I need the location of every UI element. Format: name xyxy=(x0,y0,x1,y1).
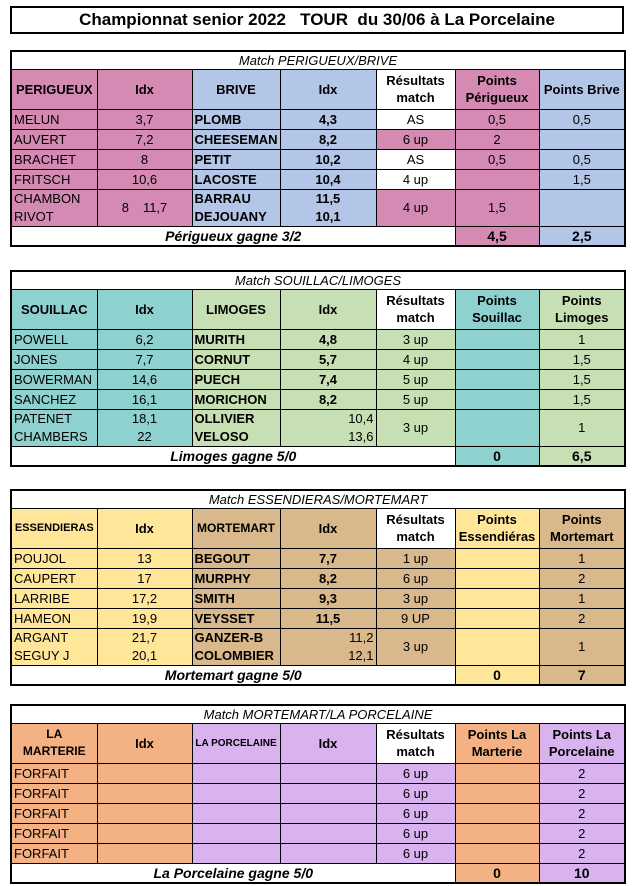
index-b: 8,2 xyxy=(280,568,376,588)
table-row xyxy=(11,783,625,803)
match-result: 9 UP xyxy=(376,608,455,628)
match-result: 3 up xyxy=(376,588,455,608)
points-a xyxy=(455,843,539,863)
match-result: 4 up xyxy=(376,349,455,369)
match-caption: Match ESSENDIERAS/MORTEMART xyxy=(11,490,625,508)
points-a xyxy=(455,763,539,783)
player-b xyxy=(192,783,280,803)
players-a xyxy=(11,189,97,226)
index-b: 5,7 xyxy=(280,349,376,369)
header-team-b: LIMOGES xyxy=(192,289,280,329)
player-b xyxy=(192,803,280,823)
player-a: FORFAIT xyxy=(11,763,97,783)
points-a xyxy=(455,803,539,823)
player-b: MURPHY xyxy=(192,568,280,588)
index-b-pair-line-2: 12,1 xyxy=(348,647,374,663)
index-a-pair-line-2: 20,1 xyxy=(131,647,158,663)
players-a-line-1: ARGANT xyxy=(14,629,69,645)
table-row xyxy=(11,548,625,568)
match-result: 6 up xyxy=(376,843,455,863)
points-a: 0,5 xyxy=(455,109,539,129)
player-b: LACOSTE xyxy=(192,169,280,189)
header-points-b: Points Limoges xyxy=(539,289,625,329)
index-a: 10,6 xyxy=(97,169,192,189)
index-b: 7,7 xyxy=(280,548,376,568)
header-team-b: LA PORCELAINE xyxy=(192,723,280,763)
index-b: 11,5 xyxy=(280,608,376,628)
match-result: 3 up xyxy=(376,409,455,446)
index-b xyxy=(280,843,376,863)
index-a-pair-line-2: 22 xyxy=(137,428,152,444)
points-b: 1 xyxy=(539,628,625,665)
player-a: FORFAIT xyxy=(11,823,97,843)
players-a xyxy=(11,628,97,665)
points-b: 0,5 xyxy=(539,149,625,169)
points-b: 2 xyxy=(539,823,625,843)
players-b-line-1: GANZER-B xyxy=(194,629,264,645)
match-table xyxy=(10,50,626,247)
index-b: 7,4 xyxy=(280,369,376,389)
index-b xyxy=(280,763,376,783)
header-result: Résultats match xyxy=(376,69,455,109)
table-row xyxy=(11,329,625,349)
points-b: 1 xyxy=(539,588,625,608)
match-caption: Match MORTEMART/LA PORCELAINE xyxy=(11,705,625,723)
match-result: 5 up xyxy=(376,369,455,389)
player-b: VEYSSET xyxy=(192,608,280,628)
players-b-line-2: COLOMBIER xyxy=(194,647,274,663)
match-result: 6 up xyxy=(376,783,455,803)
index-a-pair xyxy=(97,628,192,665)
points-b: 2 xyxy=(539,763,625,783)
points-a xyxy=(455,568,539,588)
page-title: Championnat senior 2022 TOUR du 30/06 à La Porcelaine xyxy=(10,6,624,34)
player-a: POWELL xyxy=(11,329,97,349)
points-b: 2 xyxy=(539,783,625,803)
points-a xyxy=(455,548,539,568)
points-b: 2 xyxy=(539,608,625,628)
players-b-line-2: DEJOUANY xyxy=(194,208,267,224)
header-idx-a: Idx xyxy=(97,723,192,763)
player-a: MELUN xyxy=(11,109,97,129)
table-row xyxy=(11,588,625,608)
points-a xyxy=(455,588,539,608)
points-b: 1,5 xyxy=(539,369,625,389)
index-a xyxy=(97,823,192,843)
index-a: 6,2 xyxy=(97,329,192,349)
index-a xyxy=(97,783,192,803)
table-row xyxy=(11,389,625,409)
match-result: AS xyxy=(376,149,455,169)
points-b: 2 xyxy=(539,843,625,863)
points-a: 1,5 xyxy=(455,189,539,226)
total-points-b: 10 xyxy=(539,863,625,883)
header-points-b: Points Mortemart xyxy=(539,508,625,548)
players-b xyxy=(192,409,280,446)
index-b-pair xyxy=(280,189,376,226)
match-result: 6 up xyxy=(376,823,455,843)
match-result: 6 up xyxy=(376,803,455,823)
table-row-double xyxy=(11,409,625,446)
header-points-b: Points Brive xyxy=(539,69,625,109)
points-a: 0,5 xyxy=(455,149,539,169)
points-b: 1 xyxy=(539,409,625,446)
table-row xyxy=(11,169,625,189)
player-a: BRACHET xyxy=(11,149,97,169)
points-a xyxy=(455,349,539,369)
points-a xyxy=(455,783,539,803)
match-result: 6 up xyxy=(376,763,455,783)
player-a: HAMEON xyxy=(11,608,97,628)
table-row-double xyxy=(11,189,625,226)
index-b-pair-line-2: 10,1 xyxy=(315,208,341,224)
player-a: FORFAIT xyxy=(11,783,97,803)
header-team-a: ESSENDIERAS xyxy=(11,508,97,548)
header-points-a: Points Périgueux xyxy=(455,69,539,109)
index-a-pair xyxy=(97,189,192,226)
header-points-a: Points La Marterie xyxy=(455,723,539,763)
player-a: CAUPERT xyxy=(11,568,97,588)
table-row-double xyxy=(11,628,625,665)
players-b xyxy=(192,628,280,665)
points-b: 2 xyxy=(539,803,625,823)
points-a xyxy=(455,369,539,389)
points-a: 2 xyxy=(455,129,539,149)
player-a: SANCHEZ xyxy=(11,389,97,409)
points-a xyxy=(455,628,539,665)
index-a: 13 xyxy=(97,548,192,568)
header-result: Résultats match xyxy=(376,723,455,763)
players-a-line-2: CHAMBERS xyxy=(14,428,88,444)
index-b: 10,2 xyxy=(280,149,376,169)
winner-label: Limoges gagne 5/0 xyxy=(11,446,455,466)
players-b xyxy=(192,189,280,226)
index-b: 4,3 xyxy=(280,109,376,129)
table-row xyxy=(11,129,625,149)
match-result: 3 up xyxy=(376,329,455,349)
player-b: MURITH xyxy=(192,329,280,349)
index-b-pair-line-2: 13,6 xyxy=(348,428,374,444)
header-team-b: MORTEMART xyxy=(192,508,280,548)
header-team-a: PERIGUEUX xyxy=(11,69,97,109)
header-idx-b: Idx xyxy=(280,289,376,329)
header-points-a: Points Souillac xyxy=(455,289,539,329)
index-b: 8,2 xyxy=(280,129,376,149)
player-b: CORNUT xyxy=(192,349,280,369)
players-a-line-2: RIVOT xyxy=(14,208,54,224)
total-points-b: 7 xyxy=(539,665,625,685)
points-b: 1,5 xyxy=(539,389,625,409)
match-result: 4 up xyxy=(376,169,455,189)
match-result: 1 up xyxy=(376,548,455,568)
points-b xyxy=(539,189,625,226)
total-points-a: 0 xyxy=(455,665,539,685)
match-caption: Match SOUILLAC/LIMOGES xyxy=(11,271,625,289)
total-points-b: 2,5 xyxy=(539,226,625,246)
player-b: BEGOUT xyxy=(192,548,280,568)
index-a: 19,9 xyxy=(97,608,192,628)
index-a: 14,6 xyxy=(97,369,192,389)
points-a xyxy=(455,329,539,349)
index-a: 17,2 xyxy=(97,588,192,608)
index-a: 16,1 xyxy=(97,389,192,409)
player-a: LARRIBE xyxy=(11,588,97,608)
table-row xyxy=(11,149,625,169)
index-b-pair-line-1: 11,2 xyxy=(349,629,374,645)
match-table xyxy=(10,270,626,467)
index-b xyxy=(280,803,376,823)
points-b: 1 xyxy=(539,548,625,568)
player-a: FRITSCH xyxy=(11,169,97,189)
player-b: MORICHON xyxy=(192,389,280,409)
index-b-pair-line-1: 10,4 xyxy=(348,410,374,426)
points-b: 2 xyxy=(539,568,625,588)
header-idx-b: Idx xyxy=(280,69,376,109)
points-a xyxy=(455,389,539,409)
players-b-line-2: VELOSO xyxy=(194,428,249,444)
points-b: 1,5 xyxy=(539,349,625,369)
players-b-line-1: OLLIVIER xyxy=(194,410,255,426)
index-a-pair xyxy=(97,409,192,446)
table-row xyxy=(11,823,625,843)
total-points-a: 0 xyxy=(455,863,539,883)
index-b-pair-line-1: 11,5 xyxy=(315,190,341,206)
players-a-line-1: CHAMBON xyxy=(14,190,81,206)
player-a: AUVERT xyxy=(11,129,97,149)
header-result: Résultats match xyxy=(376,508,455,548)
player-a: FORFAIT xyxy=(11,843,97,863)
index-a: 7,2 xyxy=(97,129,192,149)
match-result: AS xyxy=(376,109,455,129)
total-points-a: 4,5 xyxy=(455,226,539,246)
header-idx-a: Idx xyxy=(97,508,192,548)
player-b xyxy=(192,763,280,783)
header-result: Résultats match xyxy=(376,289,455,329)
index-a: 17 xyxy=(97,568,192,588)
player-a: JONES xyxy=(11,349,97,369)
match-result: 5 up xyxy=(376,389,455,409)
points-a xyxy=(455,409,539,446)
table-row xyxy=(11,803,625,823)
header-team-b: BRIVE xyxy=(192,69,280,109)
index-a xyxy=(97,763,192,783)
index-a xyxy=(97,803,192,823)
index-b-pair xyxy=(280,628,376,665)
index-a-pair-line-1: 18,1 xyxy=(131,410,158,426)
table-row xyxy=(11,763,625,783)
index-b: 10,4 xyxy=(280,169,376,189)
index-a-2: 11,7 xyxy=(142,200,168,215)
players-b-line-1: BARRAU xyxy=(194,190,251,206)
player-a: BOWERMAN xyxy=(11,369,97,389)
index-a-pair-line-1: 21,7 xyxy=(131,629,158,645)
index-a xyxy=(97,843,192,863)
index-a-1: 8 xyxy=(121,200,129,215)
player-b: PETIT xyxy=(192,149,280,169)
header-idx-b: Idx xyxy=(280,723,376,763)
header-points-b: Points La Porcelaine xyxy=(539,723,625,763)
players-a-line-2: SEGUY J xyxy=(14,647,70,663)
table-row xyxy=(11,568,625,588)
header-idx-a: Idx xyxy=(97,289,192,329)
table-row xyxy=(11,843,625,863)
total-points-a: 0 xyxy=(455,446,539,466)
index-b-pair xyxy=(280,409,376,446)
player-b: PLOMB xyxy=(192,109,280,129)
total-points-b: 6,5 xyxy=(539,446,625,466)
header-points-a: Points Essendiéras xyxy=(455,508,539,548)
table-row xyxy=(11,109,625,129)
match-result: 3 up xyxy=(376,628,455,665)
player-b xyxy=(192,843,280,863)
points-a xyxy=(455,608,539,628)
header-idx-b: Idx xyxy=(280,508,376,548)
index-a: 8 xyxy=(97,149,192,169)
winner-label: Mortemart gagne 5/0 xyxy=(11,665,455,685)
points-b: 1,5 xyxy=(539,169,625,189)
player-b: SMITH xyxy=(192,588,280,608)
match-result: 6 up xyxy=(376,129,455,149)
points-a xyxy=(455,169,539,189)
index-b: 4,8 xyxy=(280,329,376,349)
player-b xyxy=(192,823,280,843)
table-row xyxy=(11,608,625,628)
points-b: 0,5 xyxy=(539,109,625,129)
index-b: 8,2 xyxy=(280,389,376,409)
player-a: POUJOL xyxy=(11,548,97,568)
winner-label: La Porcelaine gagne 5/0 xyxy=(11,863,455,883)
match-result: 4 up xyxy=(376,189,455,226)
index-a: 3,7 xyxy=(97,109,192,129)
match-table xyxy=(10,489,626,686)
points-a xyxy=(455,823,539,843)
players-a xyxy=(11,409,97,446)
index-a: 7,7 xyxy=(97,349,192,369)
player-a: FORFAIT xyxy=(11,803,97,823)
points-b: 1 xyxy=(539,329,625,349)
points-b xyxy=(539,129,625,149)
player-b: CHEESEMAN xyxy=(192,129,280,149)
table-row xyxy=(11,349,625,369)
index-b xyxy=(280,823,376,843)
winner-label: Périgueux gagne 3/2 xyxy=(11,226,455,246)
header-team-a: SOUILLAC xyxy=(11,289,97,329)
match-table xyxy=(10,704,626,884)
header-team-a: LA MARTERIE xyxy=(11,723,97,763)
index-b: 9,3 xyxy=(280,588,376,608)
match-caption: Match PERIGUEUX/BRIVE xyxy=(11,51,625,69)
players-a-line-1: PATENET xyxy=(14,410,73,426)
header-idx-a: Idx xyxy=(97,69,192,109)
player-b: PUECH xyxy=(192,369,280,389)
match-result: 6 up xyxy=(376,568,455,588)
index-b xyxy=(280,783,376,803)
table-row xyxy=(11,369,625,389)
